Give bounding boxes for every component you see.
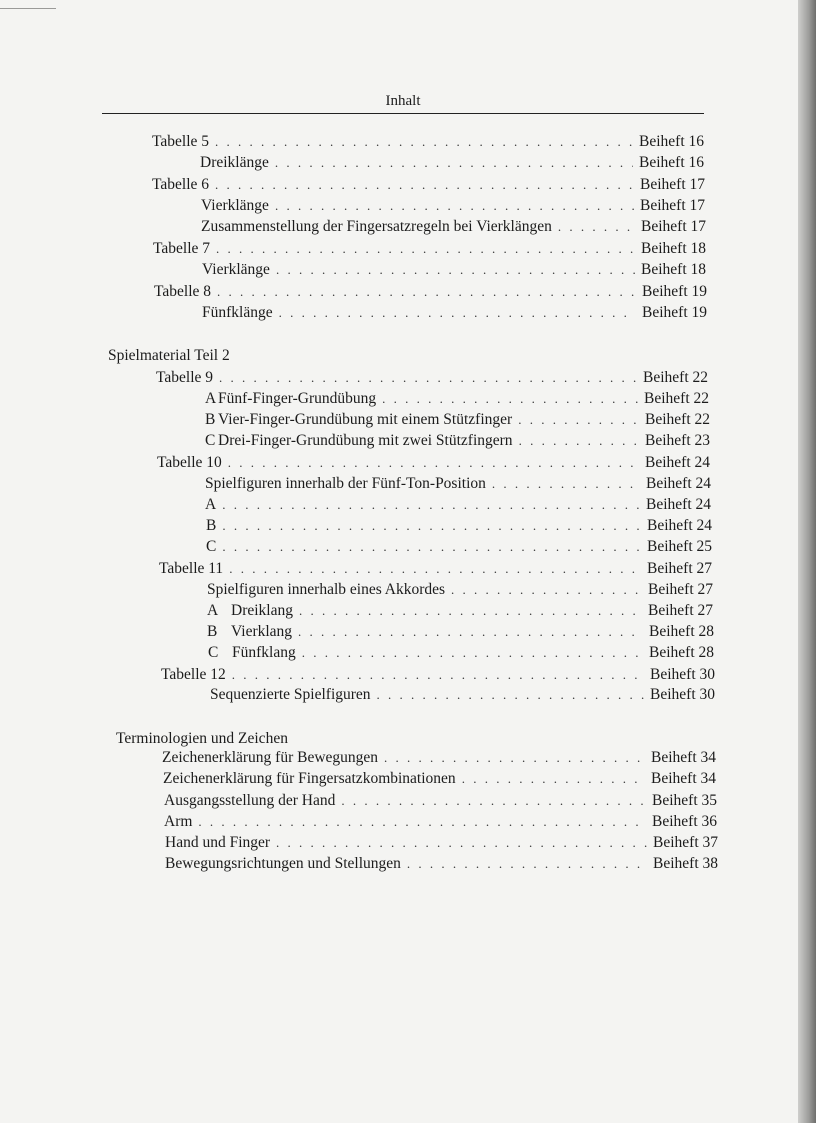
leader-dots [219, 369, 637, 387]
toc-entry-label [207, 623, 292, 641]
toc-entry-label: Ausgangsstellung der Hand [164, 792, 336, 809]
toc-entry[interactable] [161, 666, 715, 684]
item-text: Vier-Finger-Grundübung mit einem Stützfinger [218, 411, 513, 428]
toc-entry-label [205, 432, 513, 450]
toc-entry-label: Zeichenerklärung für Fingersatzkombinationen [163, 770, 456, 787]
leader-dots [222, 496, 640, 514]
toc-entry-page: Beiheft 27 [648, 581, 713, 598]
item-letter: B [205, 411, 216, 428]
leader-dots [377, 686, 644, 704]
toc-entry-label: Arm [164, 813, 193, 830]
toc-entry-page: Beiheft 38 [653, 855, 718, 872]
page-title: Inhalt [385, 93, 421, 109]
toc-entry-page: Beiheft 23 [645, 432, 710, 449]
toc-entry-page: Beiheft 34 [651, 770, 716, 787]
toc-entry[interactable] [159, 560, 712, 578]
item-letter: C [208, 644, 219, 661]
toc-entry-page: Beiheft 24 [645, 454, 710, 471]
leader-dots [451, 581, 642, 599]
toc-entry[interactable] [152, 133, 704, 151]
leader-dots [216, 240, 635, 258]
toc-entry-page: Beiheft 17 [640, 197, 705, 214]
toc-entry[interactable] [201, 197, 705, 215]
toc-entry-page: Beiheft 18 [641, 261, 706, 278]
toc-entry[interactable] [200, 154, 704, 172]
toc-entry-label [207, 602, 293, 620]
item-text: Dreiklang [231, 602, 293, 619]
toc-entry[interactable] [205, 432, 710, 450]
toc-entry[interactable] [208, 644, 714, 662]
leader-dots [217, 283, 636, 301]
leader-dots [198, 813, 646, 831]
toc-entry[interactable] [207, 581, 713, 599]
leader-dots [558, 218, 635, 236]
toc-entry-page: Beiheft 37 [653, 834, 718, 851]
toc-entry-label: Spielfiguren innerhalb der Fünf-Ton-Position [205, 475, 486, 492]
item-letter: B [207, 623, 218, 640]
toc-entry-label: Tabelle 9 [156, 369, 214, 386]
toc-entry[interactable] [206, 538, 712, 556]
leader-dots [492, 475, 640, 493]
toc-entry-page: Beiheft 17 [640, 176, 705, 193]
toc-entry[interactable] [202, 304, 707, 322]
toc-entry-label: C [206, 538, 217, 555]
toc-entry-page: Beiheft 27 [648, 602, 713, 619]
toc-entry-label [208, 644, 296, 662]
toc-entry-page: Beiheft 25 [647, 538, 712, 555]
toc-entry-label: Tabelle 5 [152, 133, 210, 150]
toc-entry-label: Hand und Finger [165, 834, 271, 851]
toc-entry-label: Vierklänge [202, 261, 270, 278]
toc-entry[interactable] [165, 855, 718, 873]
toc-entry-page: Beiheft 19 [642, 283, 707, 300]
toc-entry-label: Fünfklänge [202, 304, 273, 321]
toc-entry-label: B [206, 517, 217, 534]
item-letter: A [205, 390, 217, 407]
leader-dots [276, 261, 635, 279]
leader-dots [341, 792, 646, 810]
leader-dots [519, 432, 639, 450]
leader-dots [462, 770, 645, 788]
leader-dots [276, 834, 647, 852]
toc-entry-page: Beiheft 28 [649, 623, 714, 640]
toc-entry-label: Tabelle 8 [154, 283, 212, 300]
toc-entry[interactable] [165, 834, 718, 852]
item-text: Vierklang [231, 623, 293, 640]
toc-entry-page: Beiheft 22 [644, 390, 709, 407]
toc-entry-label: Bewegungsrichtungen und Stellungen [165, 855, 401, 872]
toc-entry-page: Beiheft 24 [647, 517, 712, 534]
toc-entry-page: Beiheft 19 [642, 304, 707, 321]
toc-entry-page: Beiheft 35 [652, 792, 717, 809]
toc-entry-page: Beiheft 28 [649, 644, 714, 661]
section-heading-spielmaterial: Spielmaterial Teil 2 [108, 347, 230, 364]
toc-entry[interactable] [205, 475, 711, 493]
toc-entry-page: Beiheft 27 [647, 560, 712, 577]
toc-entry-label: Zeichenerklärung für Bewegungen [162, 749, 379, 766]
toc-entry[interactable] [205, 496, 711, 514]
leader-dots [275, 197, 634, 215]
leader-dots [407, 855, 647, 873]
leader-dots [215, 133, 633, 151]
toc-entry-label [205, 411, 512, 429]
leader-dots [228, 454, 639, 472]
toc-entry[interactable] [164, 792, 717, 810]
toc-entry-label: Tabelle 10 [157, 454, 222, 471]
toc-entry-page: Beiheft 24 [646, 475, 711, 492]
item-text: Fünfklang [232, 644, 296, 661]
toc-entry-page: Beiheft 22 [643, 369, 708, 386]
toc-entry-label: Tabelle 6 [152, 176, 210, 193]
leader-dots [382, 390, 638, 408]
toc-entry-label: Dreiklänge [200, 154, 269, 171]
toc-entry-page: Beiheft 36 [652, 813, 717, 830]
toc-entry[interactable] [202, 261, 706, 279]
leader-dots [222, 538, 641, 556]
leader-dots [222, 517, 641, 535]
toc-entry[interactable] [156, 369, 708, 387]
leader-dots [232, 666, 644, 684]
toc-entry-page: Beiheft 16 [639, 133, 704, 150]
leader-dots [215, 176, 634, 194]
toc-entry[interactable] [205, 411, 710, 429]
toc-entry[interactable] [162, 749, 716, 767]
section-heading-terminologie: Terminologien und Zeichen [116, 730, 288, 747]
toc-entry[interactable] [163, 770, 716, 788]
toc-entry[interactable] [205, 390, 709, 408]
item-letter: C [205, 432, 216, 449]
toc-entry-page: Beiheft 34 [651, 749, 716, 766]
item-letter: A [207, 602, 219, 619]
leader-dots [275, 154, 633, 172]
toc-entry-label: Vierklänge [201, 197, 269, 214]
toc-entry-label: Zusammenstellung der Fingersatzregeln bei Vierklängen [201, 218, 552, 235]
toc-entry-label: Spielfiguren innerhalb eines Akkordes [207, 581, 446, 598]
item-text: Fünf-Finger-Grundübung [218, 390, 377, 407]
toc-entry-label: Sequenzierte Spielfiguren [210, 686, 371, 703]
toc-entry[interactable] [206, 517, 712, 535]
toc-entry[interactable] [210, 686, 715, 704]
toc-entry[interactable] [152, 176, 705, 194]
toc-entry[interactable] [207, 602, 713, 620]
toc-entry[interactable] [201, 218, 706, 236]
leader-dots [518, 411, 639, 429]
toc-entry-label: Tabelle 7 [153, 240, 211, 257]
toc-entry[interactable] [164, 813, 717, 831]
toc-entry-page: Beiheft 24 [646, 496, 711, 513]
toc-entry-page: Beiheft 17 [641, 218, 706, 235]
leader-dots [279, 304, 636, 322]
toc-entry-label [205, 390, 376, 408]
toc-entry[interactable] [207, 623, 714, 641]
leader-dots [229, 560, 641, 578]
toc-entry-page: Beiheft 18 [641, 240, 706, 257]
item-text: Drei-Finger-Grundübung mit zwei Stützfingern [218, 432, 513, 449]
toc-entry-page: Beiheft 16 [639, 154, 704, 171]
toc-entry[interactable] [154, 283, 707, 301]
toc-entry[interactable] [157, 454, 710, 472]
toc-entry-page: Beiheft 30 [650, 686, 715, 703]
leader-dots [298, 623, 643, 641]
toc-entry[interactable] [153, 240, 706, 258]
leader-dots [299, 602, 642, 620]
leader-dots [384, 749, 645, 767]
toc-entry-label: A [205, 496, 217, 513]
toc-entry-page: Beiheft 30 [650, 666, 715, 683]
toc-entry-label: Tabelle 12 [161, 666, 226, 683]
leader-dots [302, 644, 643, 662]
toc-entry-page: Beiheft 22 [645, 411, 710, 428]
toc-entry-label: Tabelle 11 [159, 560, 224, 577]
